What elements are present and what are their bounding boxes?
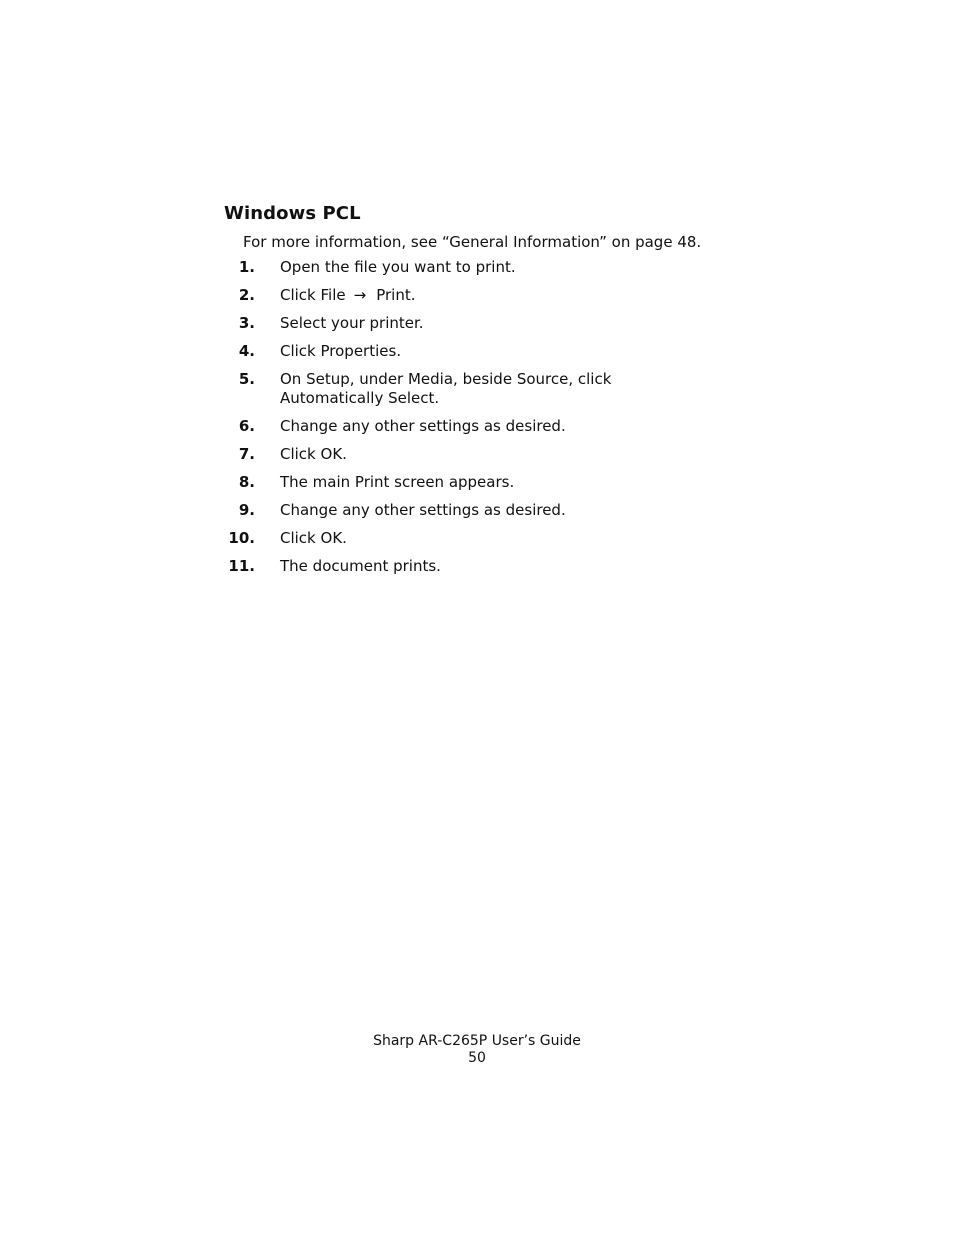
step-number: 4.	[238, 342, 255, 360]
intro-text: For more information, see “General Information” on page 48.	[243, 233, 702, 251]
step-number: 9.	[238, 501, 255, 519]
step-item	[224, 258, 784, 277]
step-item	[224, 557, 784, 576]
step-text: On Setup, under Media, beside Source, click Automatically Select.	[280, 370, 612, 407]
step-item	[224, 370, 784, 408]
step-item	[224, 286, 784, 305]
step-text	[280, 286, 640, 305]
page-footer	[0, 1033, 954, 1067]
step-number: 1.	[238, 258, 255, 276]
step-item	[224, 445, 784, 464]
step-number: 8.	[238, 473, 255, 491]
step-number: 3.	[238, 314, 255, 332]
step-text: The document prints.	[280, 557, 441, 575]
step-text: Click OK.	[280, 445, 347, 463]
section-heading: Windows PCL	[224, 203, 361, 224]
step-text-after: Print.	[376, 286, 416, 304]
arrow-right-icon: →	[353, 286, 367, 304]
step-text: The main Print screen appears.	[280, 473, 515, 491]
step-item	[224, 473, 784, 492]
step-number: 6.	[238, 417, 255, 435]
step-text: Open the file you want to print.	[280, 258, 516, 276]
step-text: Change any other settings as desired.	[280, 501, 566, 519]
step-text-before: Click File	[280, 286, 346, 304]
step-number: 11.	[228, 557, 255, 575]
step-text: Change any other settings as desired.	[280, 417, 566, 435]
step-item	[224, 342, 784, 361]
step-item	[224, 314, 784, 333]
step-number: 2.	[238, 286, 255, 304]
step-text: Click OK.	[280, 529, 347, 547]
step-number: 5.	[238, 370, 255, 388]
footer-page-number: 50	[468, 1050, 486, 1066]
step-item	[224, 501, 784, 520]
step-item	[224, 417, 784, 436]
step-item	[224, 529, 784, 548]
steps-list	[224, 258, 784, 585]
step-number: 7.	[238, 445, 255, 463]
step-number: 10.	[228, 529, 255, 547]
footer-guide-title: Sharp AR-C265P User’s Guide	[373, 1033, 581, 1049]
step-text: Click Properties.	[280, 342, 402, 360]
step-text: Select your printer.	[280, 314, 424, 332]
